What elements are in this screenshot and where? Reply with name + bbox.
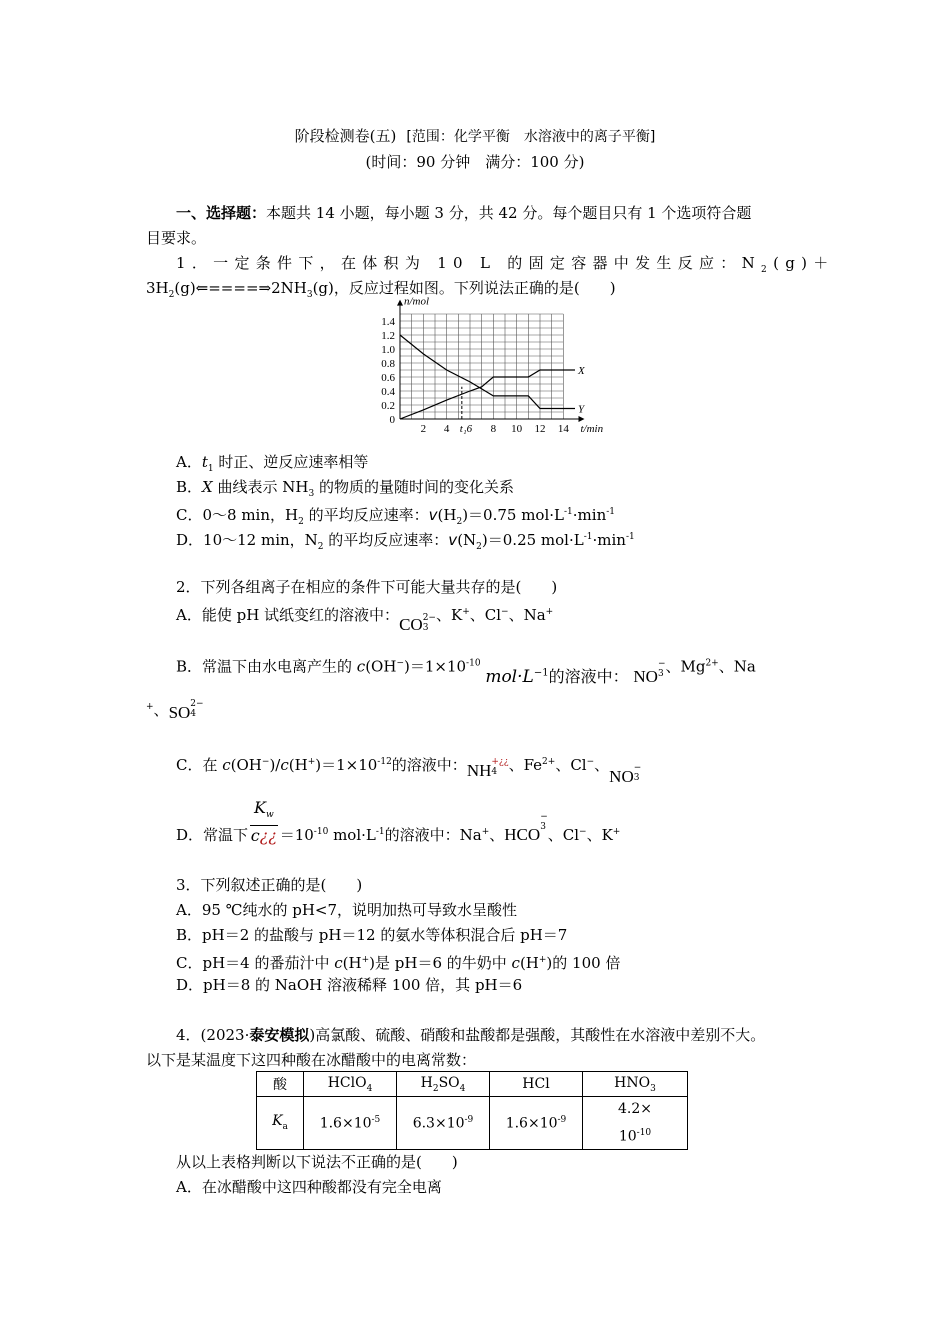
section-intro-line1: 本题共 14 小题，每小题 3 分，共 42 分。每个题目只有 1 个选项符合题 <box>266 204 752 222</box>
option-text: C．在 <box>176 756 223 774</box>
exp: −1 <box>533 667 549 678</box>
cell-text: HCl <box>522 1076 550 1092</box>
x-tick-label: t₁6 <box>459 423 473 435</box>
q1-sub: 2 <box>761 265 774 275</box>
charge: 2+ <box>705 658 719 669</box>
table-cell <box>490 1097 583 1150</box>
ion-charge: +¿¿ <box>491 757 509 767</box>
kw-fraction <box>250 798 278 846</box>
expr: (OH <box>230 756 262 774</box>
variable: v <box>448 531 458 549</box>
option-text: 曲线表示 NH <box>212 478 309 496</box>
ion: 、Mg <box>665 657 706 676</box>
charge: + <box>146 702 154 712</box>
charge: + <box>545 607 554 617</box>
y-axis-arrow <box>397 300 403 306</box>
option-tail: )＝0.75 mol·L <box>462 506 564 524</box>
series-label-x: X <box>578 365 585 377</box>
cell-text: 10 <box>618 1128 637 1145</box>
y-tick-label: 0.4 <box>381 386 395 398</box>
option-text: D．常温下 <box>176 826 249 845</box>
table-cell <box>304 1097 397 1150</box>
cell-text: 6.3×10 <box>412 1115 465 1132</box>
q2-stem: 2．下列各组离子在相应的条件下可能大量共存的是( ) <box>176 578 558 596</box>
q4-stem-line2: 以下是某温度下这四种酸在冰醋酸中的电离常数： <box>146 1051 477 1069</box>
x-tick-label: 2 <box>420 423 427 435</box>
option-text: C．pH＝4 的番茄汁中 <box>176 954 335 972</box>
q1-sub: 2 <box>317 542 324 552</box>
option-tail: 、Cl <box>547 826 580 845</box>
cell-exp: -5 <box>371 1114 381 1125</box>
ion: HCO <box>504 825 541 845</box>
cell-sub: 4 <box>366 1083 373 1094</box>
exp: -10 <box>466 658 481 669</box>
x-axis-label: t/min <box>580 423 604 435</box>
option-mid: (OH <box>365 657 397 676</box>
y-tick-label: 1.0 <box>381 344 395 356</box>
unit: mol·L <box>328 826 376 845</box>
y-tick-label: 0.8 <box>381 358 395 370</box>
q1-option-d[interactable] <box>176 527 635 557</box>
exp: -1 <box>375 827 385 838</box>
separator: 、 <box>489 826 505 845</box>
option-label: B． <box>176 478 203 496</box>
ion: NO <box>633 666 658 686</box>
separator: 、 <box>153 701 169 719</box>
table-header-cell <box>490 1072 583 1097</box>
x-tick-label: 12 <box>534 423 546 435</box>
cell-text: K <box>272 1113 283 1130</box>
option-text-tail: 的物质的量随时间的变化关系 <box>314 478 514 496</box>
variable: c <box>280 756 289 774</box>
option-tail: 、K <box>586 826 613 845</box>
table-header-cell <box>257 1072 304 1097</box>
section-intro <box>176 203 751 223</box>
expr: )/ <box>269 756 281 774</box>
charge: + <box>462 607 470 617</box>
ion-charge: − <box>633 763 642 773</box>
q1-option-a[interactable] <box>176 452 368 479</box>
charge: − <box>501 607 509 617</box>
q1-sub: 1 <box>207 464 214 474</box>
x-axis-arrow <box>579 416 585 422</box>
ion-sub: 4 <box>190 709 197 719</box>
y-tick-label: 1.4 <box>381 316 395 328</box>
scope-text: [范围：化学平衡 水溶液中的离子平衡] <box>406 129 656 145</box>
option-mid: (H <box>519 954 539 972</box>
q4-option-a[interactable]: A．在冰醋酸中这四种酸都没有完全电离 <box>176 1178 442 1196</box>
ion: NH <box>466 761 492 780</box>
option-tail: )的 100 倍 <box>546 954 621 972</box>
charge: + <box>538 955 547 965</box>
exp: -10 <box>313 827 329 838</box>
charge: + <box>481 827 490 838</box>
option-mid: ＝10 <box>279 826 314 845</box>
charge: + <box>361 955 370 965</box>
unit: ·min <box>572 506 607 524</box>
option-text-mid: 的平均反应速率： <box>303 506 429 524</box>
denominator-red: ¿¿ <box>259 826 277 846</box>
option-text: C．0～8 min，H <box>176 506 299 524</box>
option-text-mid: 的平均反应速率： <box>323 531 449 549</box>
cell-sub: a <box>282 1122 288 1133</box>
q2-option-d[interactable] <box>176 798 620 846</box>
unit: ·min <box>592 531 626 549</box>
charge: − <box>396 658 404 669</box>
cell-exp: -9 <box>464 1114 474 1125</box>
option-mid: )是 pH＝6 的牛奶中 <box>369 954 512 972</box>
cell-sub: 4 <box>459 1083 466 1094</box>
charge: − <box>586 757 595 767</box>
q4-stem-line1 <box>176 1025 765 1045</box>
variable: c <box>511 954 520 972</box>
expr: (H <box>288 756 308 774</box>
cell-sub: 3 <box>650 1083 656 1094</box>
variable: c <box>356 657 366 676</box>
q3-option-c[interactable] <box>176 950 620 973</box>
page-subtitle: (时间：90 分钟 满分：100 分) <box>365 153 585 171</box>
ion-sub: 3 <box>422 623 429 633</box>
q1-line2-text: 3H <box>146 279 169 297</box>
q1-line1-tail: (g)＋ <box>773 254 835 272</box>
stem-prefix: 4．(2023· <box>176 1026 250 1044</box>
exp: -1 <box>606 507 616 517</box>
section-heading: 一、选择题： <box>176 204 267 222</box>
ion: SO <box>168 703 191 722</box>
x-tick-label: 10 <box>511 423 523 435</box>
separator: 、 <box>594 756 610 774</box>
page-title <box>0 126 950 147</box>
table-cell <box>583 1097 688 1150</box>
option-label: A． <box>176 453 202 471</box>
unit: mol·L <box>485 666 534 687</box>
exp: -12 <box>377 757 392 767</box>
title-text: 阶段检测卷(五) <box>294 127 397 145</box>
q1-line-chart <box>360 295 610 440</box>
q1-stem-line1 <box>176 253 835 280</box>
option-text: 的溶液中：Na <box>384 826 482 845</box>
cell-text: HNO <box>614 1074 651 1091</box>
ion-charge: 2− <box>190 699 204 709</box>
cell-text: H <box>420 1074 433 1091</box>
option-val: (N <box>457 531 477 549</box>
numerator: K <box>254 798 266 817</box>
numerator-sub: w <box>265 810 274 821</box>
y-tick-label: 1.2 <box>381 330 395 342</box>
ion: CO <box>399 615 423 634</box>
option-text: A．能使 pH 试纸变红的溶液中： <box>176 606 400 624</box>
cell-text: 酸 <box>273 1077 287 1093</box>
table-header-cell <box>304 1072 397 1097</box>
charge: 2+ <box>542 757 556 767</box>
option-text: 的溶液中： <box>548 666 629 686</box>
ion-charge: − <box>540 812 548 822</box>
cell-exp: -10 <box>636 1128 652 1138</box>
series-label-y: Y <box>578 403 585 416</box>
variable: X <box>202 478 213 496</box>
x-tick-label: 14 <box>557 423 569 435</box>
x-tick-label: 8 <box>490 423 497 435</box>
table-cell <box>257 1097 304 1150</box>
q1-line2-tail: (g)，反应过程如图。下列说法正确的是( ) <box>312 279 616 297</box>
stem-source: 泰安模拟 <box>249 1026 310 1044</box>
variable: t <box>201 453 208 471</box>
cell-sub: 2 <box>432 1083 439 1094</box>
q2-option-a[interactable] <box>176 602 553 638</box>
q2-option-b[interactable] <box>176 653 756 685</box>
ion-sub: 3 <box>657 669 664 679</box>
ion: NO <box>609 767 634 786</box>
q2-option-c[interactable] <box>176 752 641 784</box>
charge: − <box>579 827 587 838</box>
ion: 、Na <box>718 657 756 676</box>
q1-sub: 2 <box>298 517 304 527</box>
exp: -1 <box>583 532 593 542</box>
cell-exp: -9 <box>557 1114 567 1125</box>
table-cell <box>397 1097 490 1150</box>
ion-sub: 3 <box>540 822 546 832</box>
cell-text: HClO <box>327 1074 367 1091</box>
charge: + <box>307 757 316 767</box>
table-row <box>257 1097 688 1150</box>
variable: v <box>428 506 438 524</box>
ion: 、Cl <box>555 756 587 774</box>
exp: -1 <box>625 532 635 542</box>
option-text: D．10～12 min，N <box>176 531 318 549</box>
option-text: 时正、逆反应速率相等 <box>218 453 369 471</box>
y-axis-label: n/mol <box>404 295 430 308</box>
option-mid: )＝1×10 <box>403 657 467 676</box>
q1-line2-mid: (g)⇐====⇒2NH <box>174 279 307 297</box>
q1-sub: 2 <box>476 542 482 552</box>
q3-stem: 3．下列叙述正确的是( ) <box>176 876 363 894</box>
section-intro-line2: 目要求。 <box>146 229 207 247</box>
cell-text: 1.6×10 <box>319 1115 372 1132</box>
stem-text: )高氯酸、硫酸、硝酸和盐酸都是强酸，其酸性在水溶液中差别不大。 <box>309 1026 766 1044</box>
q1-sub: 3 <box>308 489 315 499</box>
y-tick-label: 0 <box>389 414 395 426</box>
x-tick-label: 4 <box>443 423 450 435</box>
ion-sub: 3 <box>633 773 640 783</box>
expr: )＝1×10 <box>315 756 378 774</box>
variable: c <box>222 756 231 774</box>
charge: + <box>612 827 621 838</box>
ion-charge: 2− <box>422 613 436 623</box>
q2-option-b-line2 <box>146 700 204 736</box>
q3-option-d[interactable]: D．pH＝8 的 NaOH 溶液稀释 100 倍，其 pH＝6 <box>176 976 523 994</box>
table-header-cell <box>397 1072 490 1097</box>
q1-sub: 2 <box>168 290 175 300</box>
exp: -1 <box>564 507 573 517</box>
q3-option-b[interactable]: B．pH＝2 的盐酸与 pH＝12 的氨水等体积混合后 pH＝7 <box>176 926 568 944</box>
option-tail: 、Cl <box>469 606 502 624</box>
denominator: c <box>250 826 260 846</box>
variable: c <box>334 954 343 972</box>
option-text: B．常温下由水电离产生的 <box>176 657 357 676</box>
option-tail: )＝0.25 mol·L <box>481 531 584 549</box>
q1-line1-text: 1．一定条件下，在体积为 10 L 的固定容器中发生反应：N <box>176 254 762 272</box>
series-line-x <box>400 370 575 419</box>
q3-option-a[interactable]: A．95 ℃纯水的 pH<7，说明加热可导致水呈酸性 <box>176 901 518 919</box>
option-text: 的溶液中： <box>391 756 467 774</box>
y-tick-label: 0.6 <box>381 372 395 384</box>
q1-option-b[interactable] <box>176 477 514 504</box>
y-tick-label: 0.2 <box>381 400 395 412</box>
option-tail: 、K <box>435 606 463 624</box>
ka-table <box>256 1071 688 1150</box>
ion-sub: 4 <box>491 767 498 777</box>
cell-text: 1.6×10 <box>505 1115 558 1132</box>
option-mid: (H <box>342 954 362 972</box>
q1-sub: 2 <box>456 517 463 527</box>
option-tail: 、Na <box>508 606 546 624</box>
cell-text: 4.2× <box>618 1101 652 1117</box>
table-header-row <box>257 1072 688 1097</box>
charge: − <box>261 757 270 767</box>
table-header-cell <box>583 1072 688 1097</box>
series-line-y <box>400 335 575 409</box>
q1-sub: 3 <box>306 290 313 300</box>
option-val: (H <box>437 506 457 524</box>
q4-question: 从以上表格判断以下说法不正确的是( ) <box>176 1153 458 1171</box>
ion-charge: − <box>657 659 666 669</box>
ion: 、Fe <box>508 756 543 774</box>
cell-text: SO <box>438 1074 460 1091</box>
